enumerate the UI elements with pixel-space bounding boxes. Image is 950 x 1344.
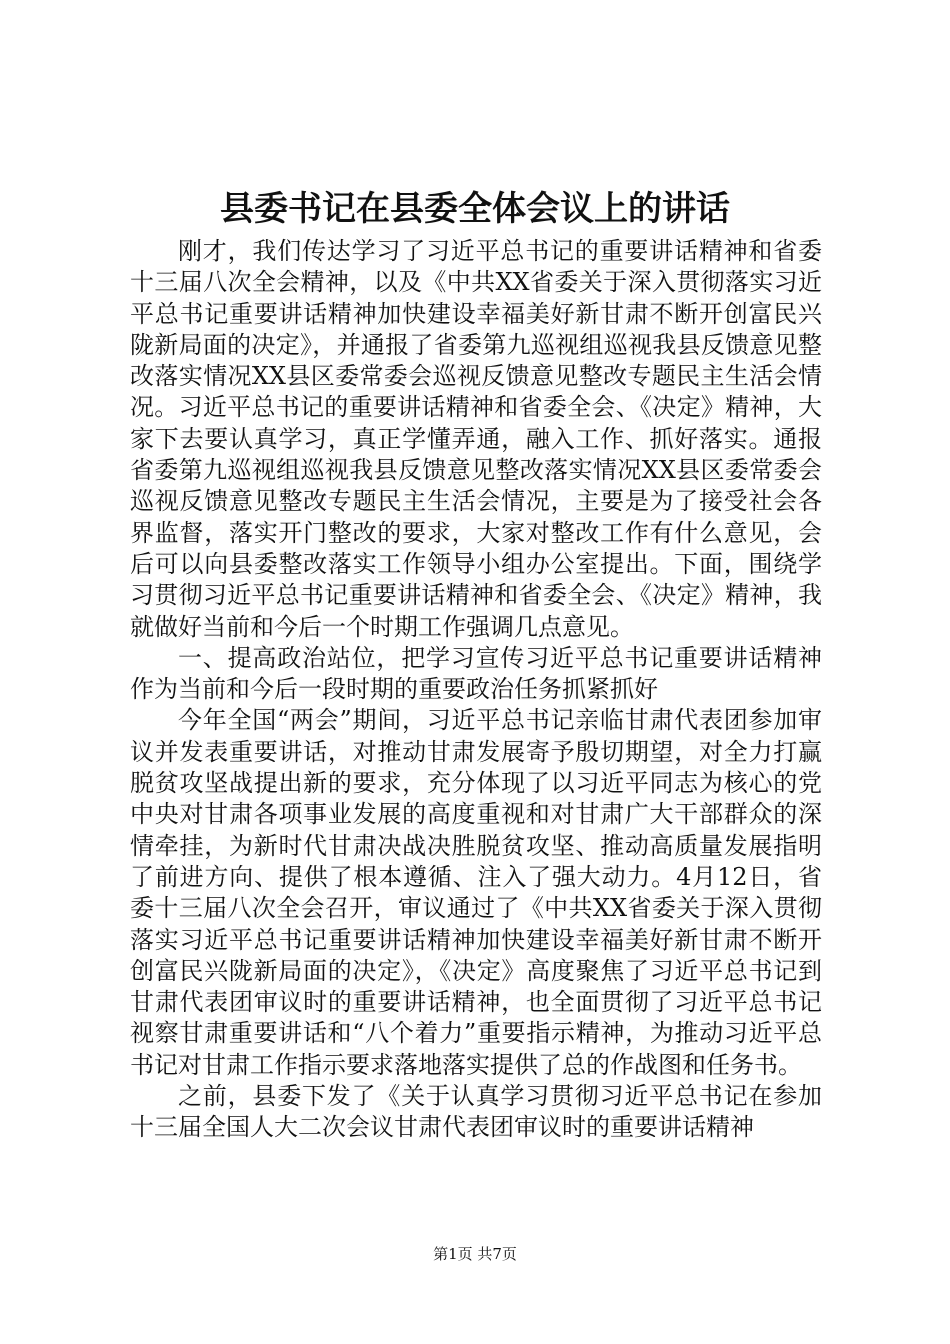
section-heading-1: 一、提高政治站位，把学习宣传习近平总书记重要讲话精神作为当前和今后一段时期的重要政治任务抓紧抓好 — [130, 643, 822, 704]
document-title: 县委书记在县委全体会议上的讲话 — [220, 189, 730, 229]
paragraph-two-sessions: 今年全国“两会”期间，习近平总书记亲临甘肃代表团参加审议并发表重要讲话，对推动甘肃发展寄予殷切期望，对全力打赢脱贫攻坚战提出新的要求，充分体现了以习近平同志为核心的党中央对甘肃各项事业发展的高度重视和对甘肃广大干部群众的深情牵挂，为新时代甘肃决战决胜脱贫攻坚、推动高质量发展指明了前进方向、提供了根本遵循、注入了强大动力。4月12日，省委十三届八次全会召开，审议通过了《中共XX省委关于深入贯彻落实习近平总书记重要讲话精神加快建设幸福美好新甘肃不断开创富民兴陇新局面的决定》，《决定》高度聚焦了习近平总书记到甘肃代表团审议时的重要讲话精神，也全面贯彻了习近平总书记视察甘肃重要讲话和“八个着力”重要指示精神，为推动习近平总书记对甘肃工作指示要求落地落实提供了总的作战图和任务书。 — [130, 706, 822, 1079]
page-number-footer: 第1页 共7页 — [433, 1245, 517, 1263]
paragraph-intro: 刚才，我们传达学习了习近平总书记的重要讲话精神和省委十三届八次全会精神，以及《中共XX省委关于深入贯彻落实习近平总书记重要讲话精神加快建设幸福美好新甘肃不断开创富民兴陇新局面的决定》，并通报了省委第九巡视组巡视我县反馈意见整改落实情况XX县区委常委会巡视反馈意见整改专题民主生活会情况。习近平总书记的重要讲话精神和省委全会、《决定》精神，大家下去要认真学习，真正学懂弄通，融入工作、抓好落实。通报省委第九巡视组巡视我县反馈意见整改落实情况XX县区委常委会巡视反馈意见整改专题民主生活会情况，主要是为了接受社会各界监督，落实开门整改的要求，大家对整改工作有什么意见，会后可以向县委整改落实工作领导小组办公室提出。下面，围绕学习贯彻习近平总书记重要讲话精神和省委全会、《决定》精神，我就做好当前和今后一个时期工作强调几点意见。 — [130, 237, 822, 641]
document-body — [130, 236, 822, 1144]
paragraph-county-committee: 之前，县委下发了《关于认真学习贯彻习近平总书记在参加十三届全国人大二次会议甘肃代表团审议时的重要讲话精神 — [130, 1082, 822, 1142]
